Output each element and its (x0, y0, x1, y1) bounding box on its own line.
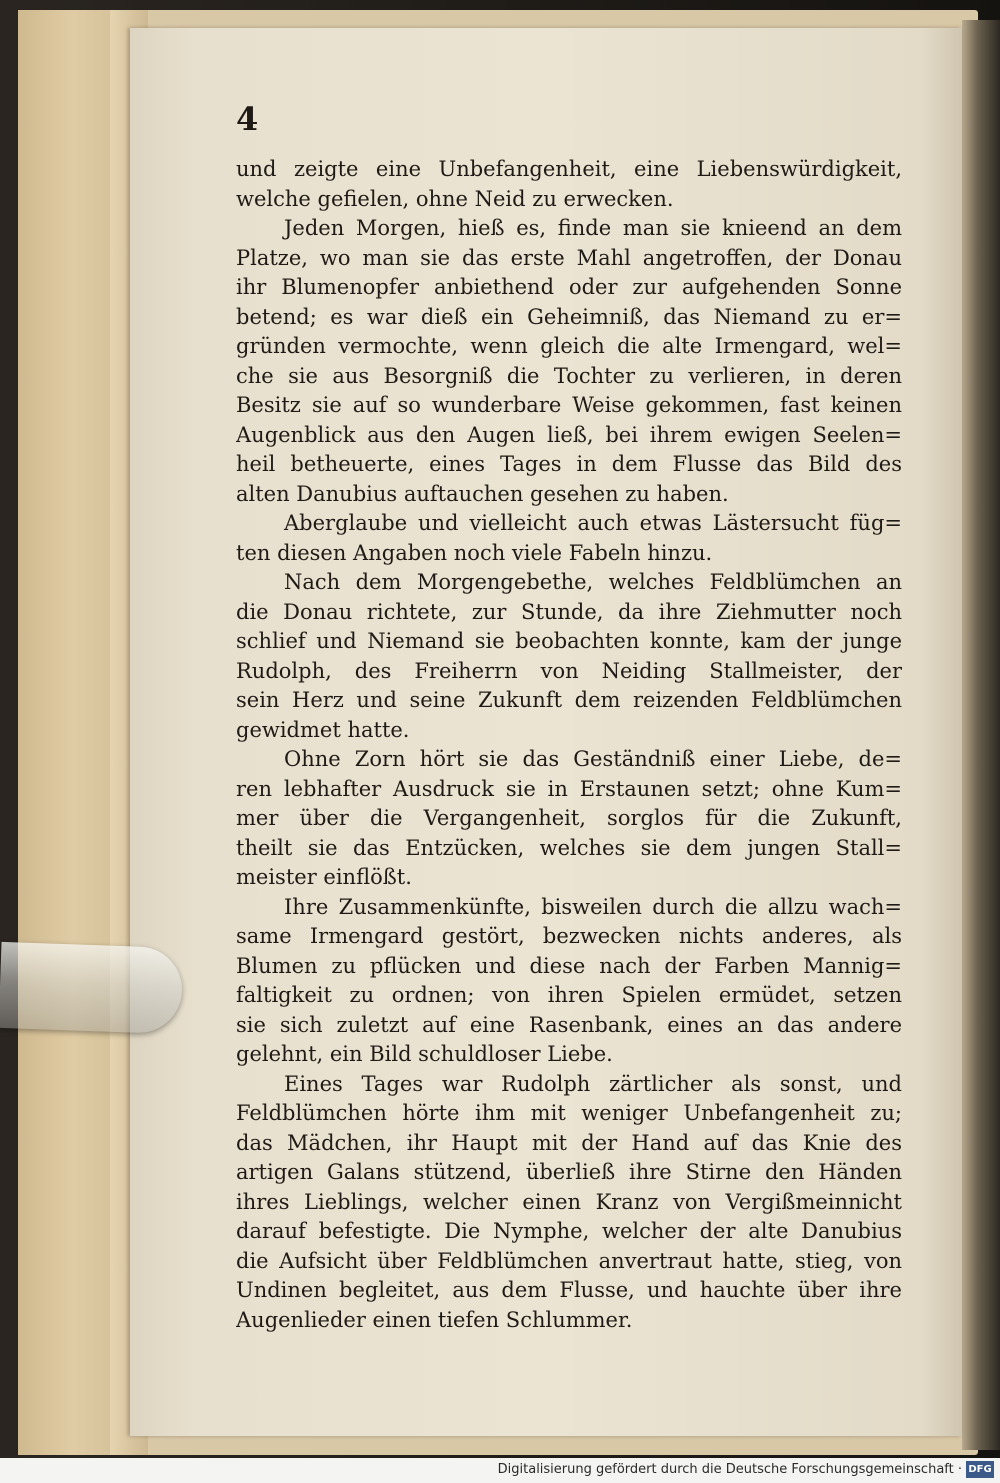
text-line: faltigkeit zu ordnen; von ihren Spielen ermüdet, setzen (236, 983, 902, 1007)
page-number: 4 (236, 100, 259, 138)
text-line: Undinen begleitet, aus dem Flusse, und hauchte über ihre (236, 1278, 902, 1302)
text-line: che sie aus Besorgniß die Tochter zu verlieren, in deren (236, 363, 902, 388)
text-line: gewidmet hatte. (236, 717, 410, 742)
text-line: schlief und Niemand sie beobachten konnte, kam der junge (236, 629, 902, 653)
text-line: Feldblümchen hörte ihm mit weniger Unbefangenheit zu; (236, 1101, 902, 1125)
text-line: Augenblick aus den Augen ließ, bei ihrem ewigen Seelen= (236, 422, 902, 447)
text-line: Ihre Zusammenkünfte, bisweilen durch die allzu wach= (284, 894, 902, 919)
text-line: ihres Lieblings, welcher einen Kranz von Vergißmeinnicht (236, 1189, 902, 1214)
text-line: meister einflößt. (236, 865, 412, 889)
text-line: Rudolph, des Freiherrn von Neiding Stallmeister, der (236, 658, 902, 683)
text-line: theilt sie das Entzücken, welches sie dem jungen Stall= (236, 835, 902, 860)
text-line: Blumen zu pflücken und diese nach der Farben Mannig= (236, 953, 902, 978)
text-line: das Mädchen, ihr Haupt mit der Hand auf das Knie des (236, 1130, 902, 1155)
text-line: Besitz sie auf so wunderbare Weise gekommen, fast keinen (236, 393, 902, 417)
text-line: die Donau richtete, zur Stunde, da ihre Ziehmutter noch (236, 599, 902, 624)
body-text (236, 155, 902, 1335)
footer-bar (0, 1458, 1000, 1483)
text-line: gründen vermochte, wenn gleich die alte Irmengard, wel= (236, 334, 902, 358)
text-line: sie sich zuletzt auf eine Rasenbank, eines an das andere (236, 1012, 902, 1037)
text-line: mer über die Vergangenheit, sorglos für die Zukunft, (236, 806, 902, 830)
text-line: Eines Tages war Rudolph zärtlicher als sonst, und (284, 1071, 902, 1096)
text-line: Augenlieder einen tiefen Schlummer. (236, 1307, 633, 1332)
text-line: betend; es war dieß ein Geheimniß, das Niemand zu er= (236, 304, 902, 329)
text-line: ten diesen Angaben noch viele Fabeln hinzu. (236, 540, 713, 565)
text-line: sein Herz und seine Zukunft dem reizenden Feldblümchen (236, 688, 902, 712)
footer-credit: Digitalisierung gefördert durch die Deutsche Forschungsgemeinschaft · (497, 1462, 962, 1477)
book-right-edge (962, 20, 1000, 1450)
text-line: ren lebhafter Ausdruck sie in Erstaunen setzt; ohne Kum= (236, 776, 902, 801)
text-line: ihr Blumenopfer anbiethend oder zur aufgehenden Sonne (236, 275, 902, 299)
text-line: die Aufsicht über Feldblümchen anvertraut hatte, stieg, von (236, 1248, 902, 1273)
text-line: gelehnt, ein Bild schuldloser Liebe. (236, 1042, 613, 1066)
page-holder-pointer (0, 942, 183, 1034)
text-line: heil betheuerte, eines Tages in dem Flusse das Bild des (236, 452, 902, 476)
text-line: Platze, wo man sie das erste Mahl angetroffen, der Donau (236, 245, 902, 270)
text-line: Nach dem Morgengebethe, welches Feldblümchen an (284, 570, 902, 594)
text-line: alten Danubius auftauchen gesehen zu haben. (236, 481, 729, 506)
text-line: und zeigte eine Unbefangenheit, eine Liebenswürdigkeit, (236, 157, 902, 181)
text-line: welche gefielen, ohne Neid zu erwecken. (236, 186, 674, 211)
text-line: Jeden Morgen, hieß es, finde man sie knieend an dem (284, 216, 902, 240)
dfg-logo: DFG (966, 1461, 994, 1478)
text-line: darauf befestigte. Die Nymphe, welcher der alte Danubius (236, 1219, 902, 1243)
text-line: artigen Galans stützend, überließ ihre Stirne den Händen (236, 1160, 902, 1184)
text-line: same Irmengard gestört, bezwecken nichts anderes, als (236, 924, 902, 948)
text-line: Aberglaube und vielleicht auch etwas Lästersucht füg= (284, 511, 902, 535)
text-line: Ohne Zorn hört sie das Geständniß einer Liebe, de= (284, 747, 902, 771)
cover-edge (18, 10, 110, 1455)
